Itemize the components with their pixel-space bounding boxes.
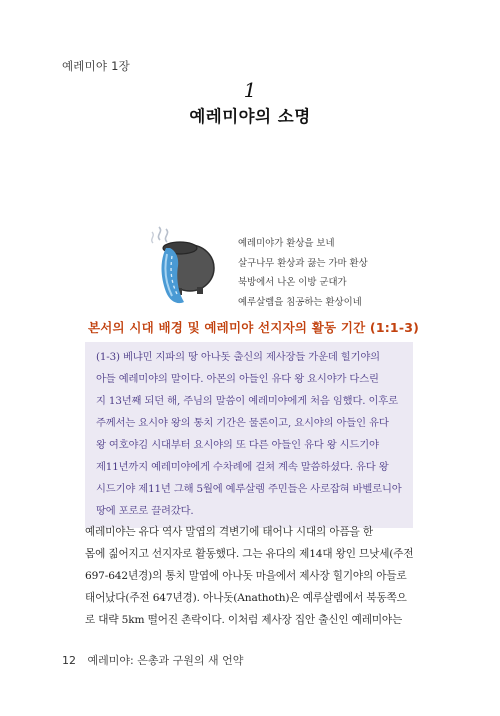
body-text <box>85 521 420 631</box>
chapter-title: 예레미야의 소명 <box>189 107 311 126</box>
poem <box>238 234 368 312</box>
body-line: 몸에 짊어지고 선지자로 활동했다. 그는 유다의 제14대 왕인 므낫세(주전 <box>85 548 414 560</box>
scripture-line: 지 13년째 되던 해, 주님의 말씀이 예레미야에게 처음 임했다. 이후로 <box>96 395 398 407</box>
book-title: 예레미야: 은총과 구원의 새 언약 <box>87 654 244 667</box>
chapter-number: 1 <box>243 78 257 102</box>
running-head: 예레미야 1장 <box>62 59 130 73</box>
page-number: 12 <box>62 654 76 667</box>
scripture-line: 아들 예레미야의 말이다. 아몬의 아들인 유다 왕 요시야가 다스린 <box>96 373 379 385</box>
scripture-line: 땅에 포로로 끌려갔다. <box>96 505 194 517</box>
scripture-line: (1-3) 베냐민 지파의 땅 아나돗 출신의 제사장들 가운데 힐기야의 <box>96 351 380 363</box>
poem-line: 살구나무 환상과 끓는 가마 환상 <box>238 257 368 269</box>
poem-line: 예레미야가 환상을 보네 <box>238 238 335 249</box>
body-line: 로 대략 5km 떨어진 촌락이다. 이처럼 제사장 집안 출신인 예레미야는 <box>85 614 403 626</box>
section-heading: 본서의 시대 배경 및 예레미야 선지자의 활동 기간 (1:1-3) <box>88 320 420 335</box>
body-line: 697-642년경)의 통치 말엽에 아나돗 마을에서 제사장 힐기야의 아들로 <box>85 570 407 582</box>
poem-line: 예루살렘을 침공하는 환상이네 <box>238 296 362 308</box>
scripture-passage <box>85 342 413 528</box>
scripture-line: 왕 여호야김 시대부터 요시야의 또 다른 아들인 유다 왕 시드기야 <box>96 439 379 451</box>
body-line: 태어났다(주전 647년경). 아나돗(Anathoth)은 예루살렘에서 북동쪽으 <box>85 592 407 604</box>
boiling-pot-icon <box>140 226 222 308</box>
scripture-line: 시드기야 제11년 그해 5월에 예루살렘 주민들은 사로잡혀 바벨로니아 <box>96 483 402 495</box>
body-line: 예레미야는 유다 역사 말엽의 격변기에 태어나 시대의 아픔을 한 <box>85 526 373 538</box>
scripture-line: 제11년까지 예레미야에게 수차례에 걸쳐 계속 말씀하셨다. 유다 왕 <box>96 461 389 473</box>
poem-line: 북방에서 나온 이방 군대가 <box>238 277 347 288</box>
scripture-line: 주께서는 요시야 왕의 통치 기간은 물론이고, 요시야의 아들인 유다 <box>96 417 389 429</box>
page-footer <box>62 652 243 668</box>
